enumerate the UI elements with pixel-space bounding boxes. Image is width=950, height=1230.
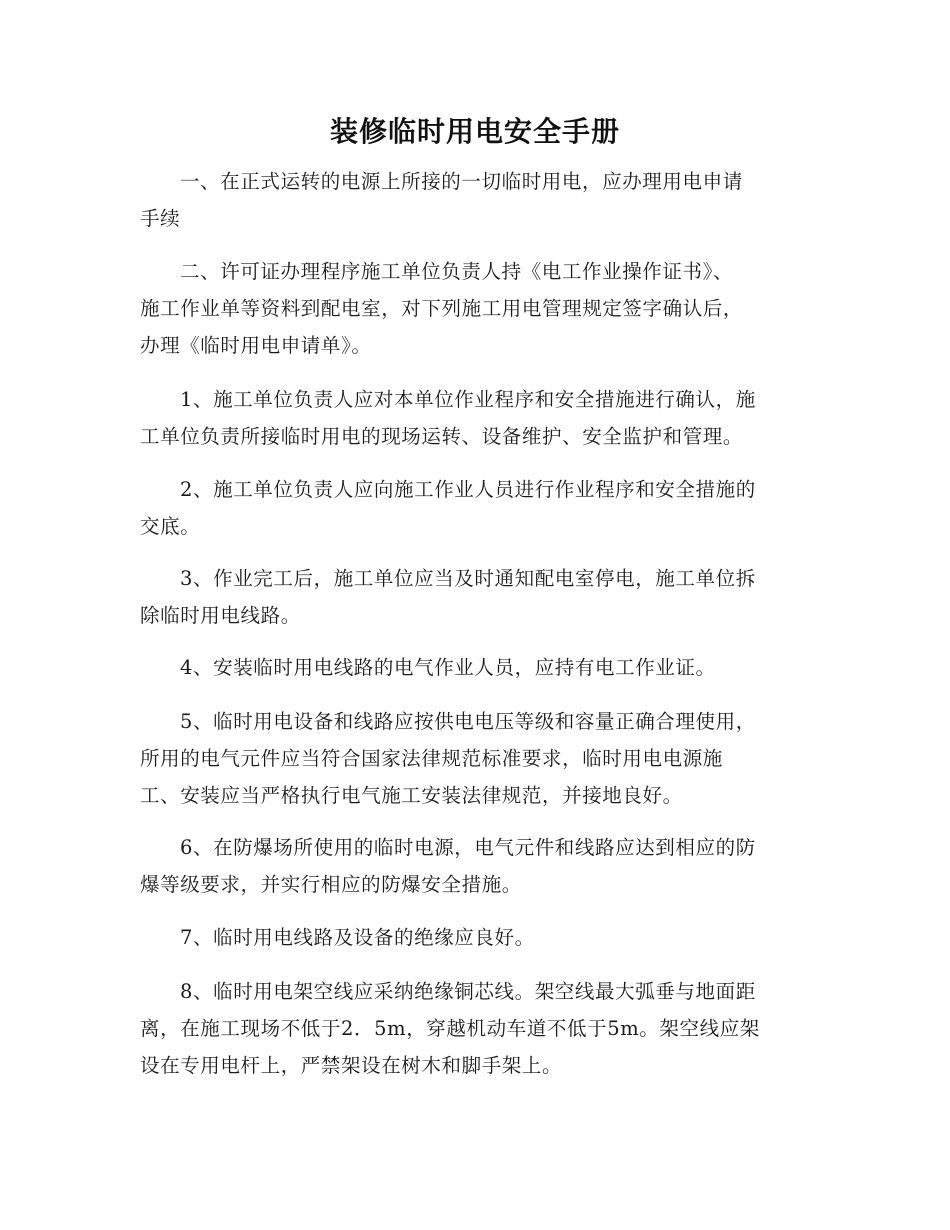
paragraph-3 <box>140 381 812 455</box>
paragraph-line: 所用的电气元件应当符合国家法律规范标准要求，临时用电电源施 <box>140 747 723 770</box>
paragraph-line: 2、施工单位负责人应向施工作业人员进行作业程序和安全措施的 <box>180 478 756 501</box>
paragraph-10 <box>140 973 812 1084</box>
paragraph-line: 工单位负责所接临时用电的现场运转、设备维护、安全监护和管理。 <box>140 425 744 448</box>
paragraph-4 <box>140 471 812 545</box>
document-title: 装修临时用电安全手册 <box>329 115 620 148</box>
paragraph-line: 施工作业单等资料到配电室，对下列施工用电管理规定签字确认后， <box>140 297 744 320</box>
paragraph-line: 6、在防爆场所使用的临时电源，电气元件和线路应达到相应的防 <box>180 836 756 859</box>
paragraph-9 <box>140 919 812 956</box>
paragraph-5 <box>140 560 812 634</box>
paragraph-line: 手续 <box>140 207 181 230</box>
paragraph-7 <box>140 703 812 814</box>
paragraph-line: 办理《临时用电申请单》。 <box>140 334 372 357</box>
paragraph-line: 一、在正式运转的电源上所接的一切临时用电，应办理用电申请 <box>180 170 743 193</box>
paragraph-line: 5、临时用电设备和线路应按供电电压等级和容量正确合理使用， <box>180 710 756 733</box>
paragraph-6 <box>140 649 812 686</box>
paragraph-line: 1、施工单位负责人应对本单位作业程序和安全措施进行确认，施 <box>180 388 756 411</box>
paragraph-line: 除临时用电线路。 <box>140 604 301 627</box>
paragraph-line: 8、临时用电架空线应采纳绝缘铜芯线。架空线最大弧垂与地面距 <box>180 980 756 1003</box>
paragraph-line: 3、作业完工后，施工单位应当及时通知配电室停电，施工单位拆 <box>180 567 756 590</box>
paragraph-line: 交底。 <box>140 515 201 538</box>
paragraph-line: 二、许可证办理程序施工单位负责人持《电工作业操作证书》、 <box>180 260 734 283</box>
paragraph-line: 离，在施工现场不低于2．5m，穿越机动车道不低于5m。架空线应架 <box>140 1017 760 1040</box>
paragraph-8 <box>140 829 812 903</box>
paragraph-line: 爆等级要求，并实行相应的防爆安全措施。 <box>140 873 522 896</box>
paragraph-1 <box>140 163 812 237</box>
paragraph-line: 4、安装临时用电线路的电气作业人员，应持有电工作业证。 <box>180 656 716 679</box>
paragraph-2 <box>140 253 812 364</box>
paragraph-line: 设在专用电杆上，严禁架设在树木和脚手架上。 <box>140 1054 563 1077</box>
paragraph-line: 7、临时用电线路及设备的绝缘应良好。 <box>180 926 535 949</box>
paragraph-line: 工、安装应当严格执行电气施工安装法律规范，并接地良好。 <box>140 784 683 807</box>
